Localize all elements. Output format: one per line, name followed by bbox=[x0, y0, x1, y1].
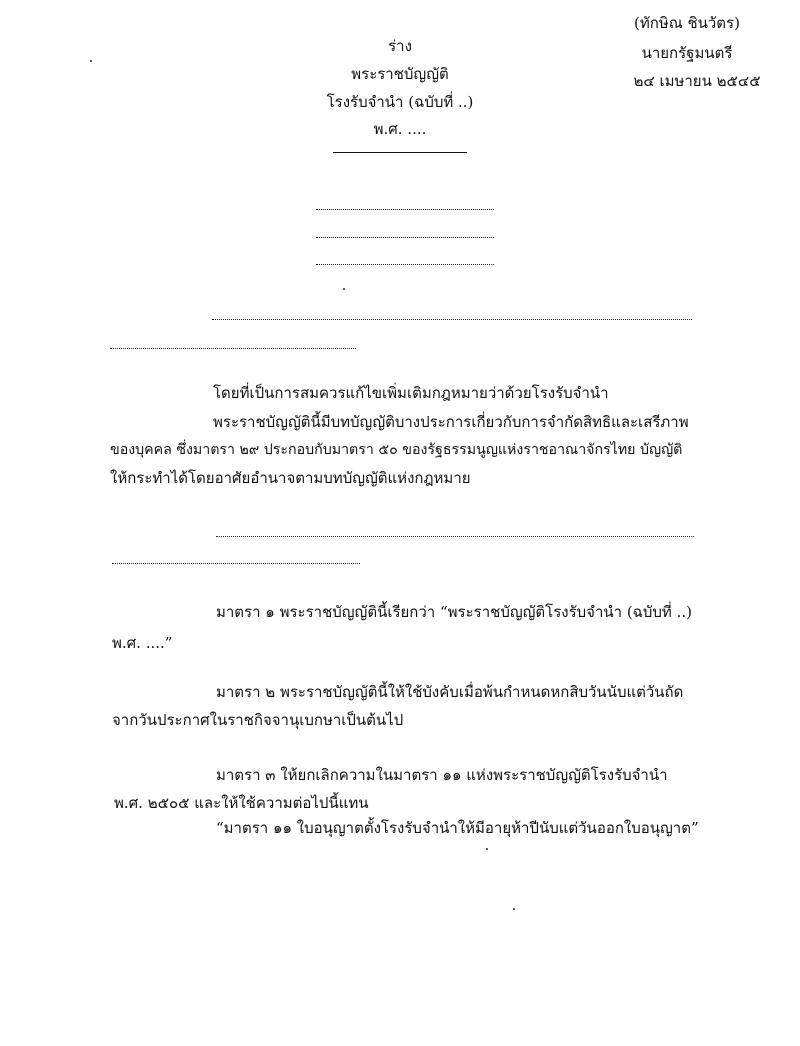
scan-speck bbox=[513, 908, 515, 910]
placeholder-line bbox=[316, 209, 494, 210]
section-3-line: พ.ศ. ๒๕๐๕ และให้ใช้ความต่อไปนี้แทน bbox=[114, 794, 369, 812]
title-underline bbox=[333, 152, 467, 153]
placeholder-line bbox=[316, 264, 494, 265]
act-title: โรงรับจำนำ (ฉบับที่ ..) bbox=[326, 93, 474, 111]
signatory-name: (ทักษิณ ชินวัตร) bbox=[634, 14, 740, 32]
placeholder-line bbox=[316, 237, 494, 238]
scan-speck bbox=[343, 288, 345, 290]
preamble-line: ของบุคคล ซึ่งมาตรา ๒๙ ประกอบกับมาตรา ๕๐ ของรัฐธรรมนูญแห่งราชอาณาจักรไทย บัญญัติ bbox=[110, 442, 683, 458]
section-3-quote: “มาตรา ๑๑ ใบอนุญาตตั้งโรงรับจำนำให้มีอายุห้าปีนับแต่วันออกใบอนุญาต” bbox=[216, 819, 699, 837]
section-1-line: พ.ศ. ....” bbox=[112, 634, 173, 652]
section-2-line: มาตรา ๒ พระราชบัญญัตินี้ให้ใช้บังคับเมื่อพ้นกำหนดหกสิบวันนับแต่วันถัด bbox=[216, 683, 684, 701]
draft-label: ร่าง bbox=[388, 37, 412, 55]
placeholder-line bbox=[216, 536, 694, 537]
placeholder-line bbox=[110, 348, 356, 349]
preamble-line: พระราชบัญญัตินี้มีบทบัญญัติบางประการเกี่ยวกับการจำกัดสิทธิและเสรีภาพ bbox=[213, 413, 689, 431]
preamble-line: ให้กระทำได้โดยอาศัยอำนาจตามบทบัญญัติแห่งกฎหมาย bbox=[110, 469, 471, 487]
section-1-line: มาตรา ๑ พระราชบัญญัตินี้เรียกว่า “พระราชบัญญัติโรงรับจำนำ (ฉบับที่ ..) bbox=[216, 603, 692, 621]
preamble-line: โดยที่เป็นการสมควรแก้ไขเพิ่มเติมกฎหมายว่าด้วยโรงรับจำนำ bbox=[213, 384, 609, 402]
scan-speck bbox=[90, 60, 92, 62]
placeholder-line bbox=[212, 319, 692, 320]
section-2-line: จากวันประกาศในราชกิจจานุเบกษาเป็นต้นไป bbox=[112, 711, 404, 729]
placeholder-line bbox=[112, 563, 360, 564]
act-label: พระราชบัญญัติ bbox=[351, 65, 449, 83]
scan-speck bbox=[486, 848, 488, 850]
signatory-position: นายกรัฐมนตรี bbox=[641, 44, 733, 62]
signature-date: ๒๔ เมษายน ๒๕๔๕ bbox=[633, 72, 761, 90]
section-3-line: มาตรา ๓ ให้ยกเลิกความในมาตรา ๑๑ แห่งพระราชบัญญัติโรงรับจำนำ bbox=[216, 766, 668, 784]
act-year: พ.ศ. .... bbox=[373, 120, 427, 138]
